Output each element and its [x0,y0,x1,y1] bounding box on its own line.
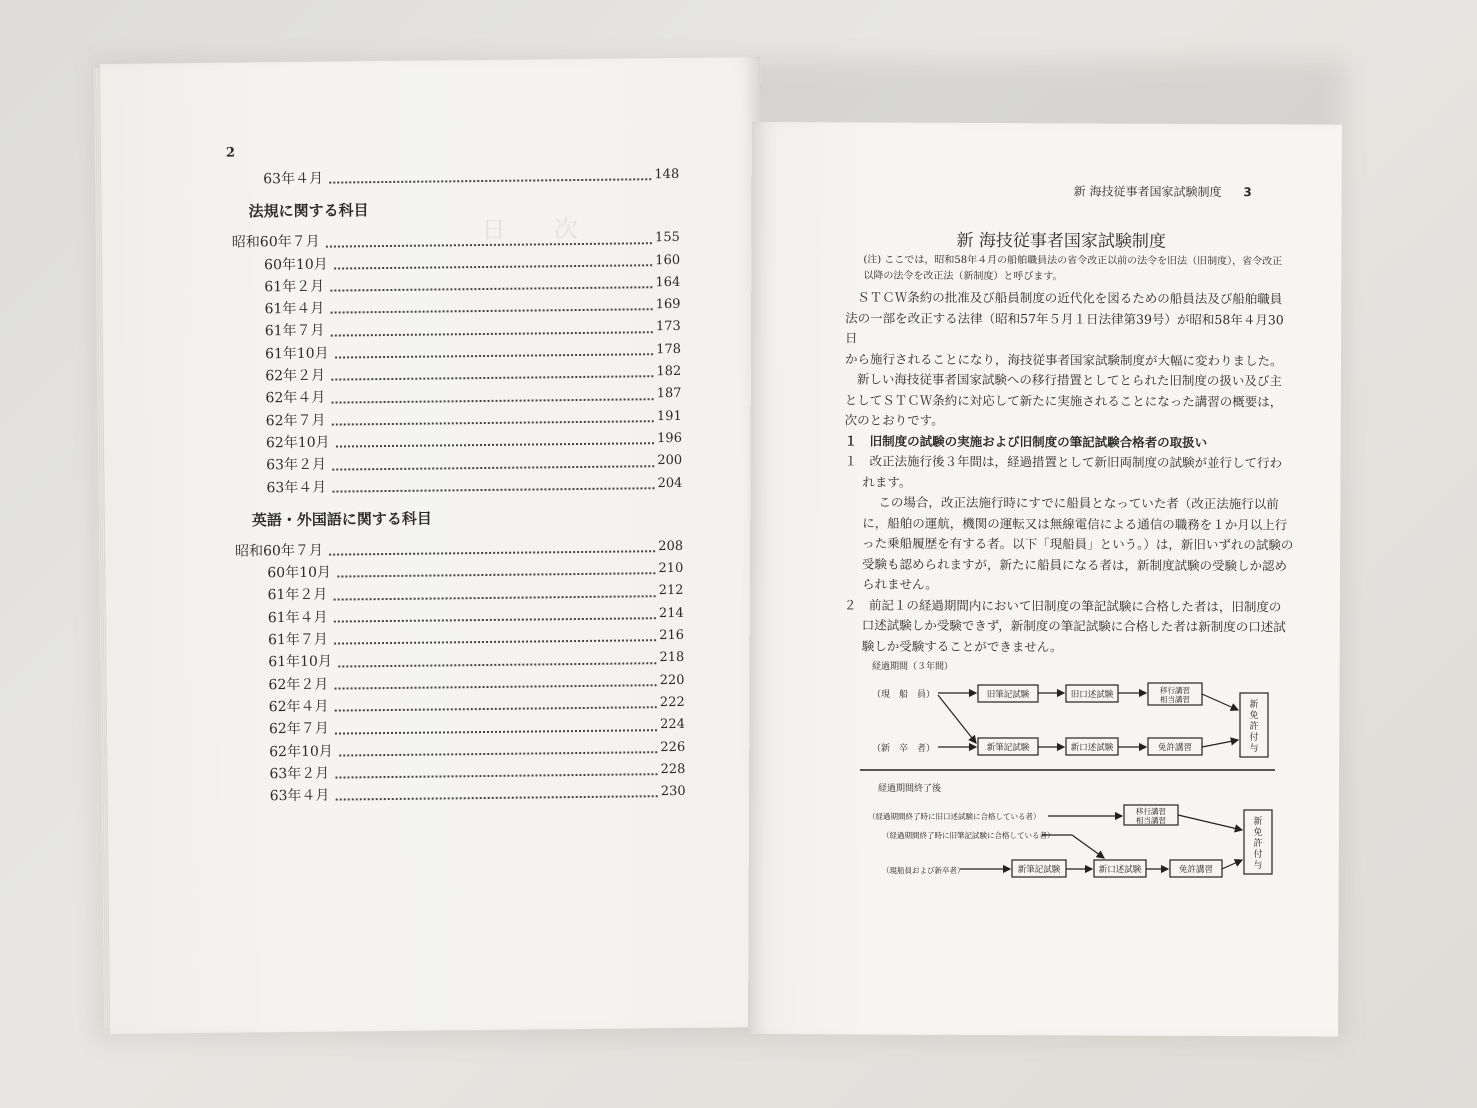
new-license-char: 許 [1249,722,1259,732]
flow-arrow [1202,694,1238,710]
toc-entry-page: 218 [659,650,685,666]
text-line: った乗船履歴を有する者。以下「現船員」という。）は，新旧いずれの試験の [862,535,1294,553]
leader-dots [338,662,657,667]
b-row2-label: （経過期間終了時に旧筆記試験に合格している者） [882,831,1055,840]
text-line: れます。 [862,473,912,490]
text-line: 受験も認められますが，新たに船員になる者は，新制度試験の受験しか認め [862,555,1288,573]
toc-entry [236,781,686,808]
text-line: 新しい海技従事者国家試験への移行措置としてとられた旧制度の扱い及び主 [856,371,1282,389]
leader-dots [331,331,653,336]
toc-entry-label: 62年７月 [265,412,326,429]
toc-section-heading: 法規に関する科目 [248,201,369,221]
leader-dots [336,442,655,447]
flow-arrow [1202,740,1238,747]
leader-dots [339,751,658,756]
toc-entry-label: 63年４月 [269,787,330,805]
leader-dots [334,264,653,269]
leader-dots [334,684,656,689]
b-new-license-char: 許 [1253,839,1263,849]
text-line: 次のとおりです。 [844,412,944,428]
toc-entry-label: 61年２月 [267,587,328,604]
toc-entry-label: 60年10月 [264,256,328,273]
paragraph [845,369,1295,432]
b-new-license-char: 付 [1253,850,1263,860]
toc-entry-label: 60年10月 [267,564,332,582]
leader-dots [331,376,653,381]
toc-entry-page: 182 [656,364,682,380]
toc-entry-page: 191 [656,408,682,424]
b-transition-course-label: 移行講習 [1136,807,1166,816]
text-line: １ 改正法施行後３年間は，経過措置として新旧両制度の試験が並行して行わ [844,453,1283,471]
toc-entry-label: 61年７月 [267,631,328,649]
toc-entry-label: 昭和60年７月 [235,542,324,560]
toc-entry-page: 214 [658,605,684,621]
toc-entry-label: 61年４月 [267,609,328,627]
leader-dots [335,353,654,358]
b-new-oral-label: 新口述試験 [1098,865,1142,875]
running-head-title: 新 海技従事者国家試験制度 [1073,184,1222,200]
right-page-number: 3 [1243,185,1252,200]
text-line: 口述試験しか受験できず，新制度の筆記試験に合格した者は新制度の口述試 [861,617,1286,635]
text-line: としてＳＴＣＷ条約に対応して新たに実施されることになった講習の概要は， [844,391,1283,409]
leader-dots [333,595,655,600]
text-line: この場合，改正法施行時にすでに船員となっていた者（改正法施行以前 [878,494,1279,512]
leader-dots [326,242,652,247]
toc-entry-page: 173 [655,319,681,335]
new-oral-label: 新口述試験 [1070,743,1114,753]
toc-entry-page: 216 [659,627,685,644]
section-b-label: 経過期間終了後 [878,784,942,794]
toc-entry-page: 148 [654,166,680,183]
running-head [1074,182,1252,200]
leader-dots [334,640,656,645]
section-a-label: 経過期間（３年間） [872,662,954,672]
leader-dots [334,617,656,622]
list-item [844,595,1294,658]
leader-dots [335,706,657,711]
leader-dots [329,550,655,555]
new-license-char: 付 [1249,733,1259,743]
new-license-char: 与 [1249,744,1259,754]
leader-dots [331,398,653,403]
toc-sections [229,195,685,808]
b-row3-label: （現船員および新卒者） [882,866,965,875]
toc-entry-page: 169 [655,297,681,313]
toc-entry-page: 160 [655,252,681,268]
toc-entry-label: 62年４月 [268,698,329,716]
toc-entry-page: 178 [656,341,682,357]
toc-entry-page: 200 [657,453,683,469]
toc-entry-page: 187 [656,386,682,402]
note-line: 以降の法令を改正法（新制度）と呼びます。 [863,270,1063,283]
leader-dots [332,420,654,425]
leader-dots [330,309,652,314]
old-written-label: 旧筆記試験 [986,690,1030,700]
toc-entry [232,472,682,499]
left-page-number: 2 [225,145,236,161]
text-line: に，船舶の運航，機関の運転又は無線電信による通信の職務を１か月以上行 [862,514,1288,532]
flow-arrow [938,695,976,743]
toc-entry-label: 63年２月 [269,765,330,783]
page-title: 新 海技従事者国家試験制度 [956,230,1166,252]
toc-entry-label: 61年７月 [264,323,325,340]
new-license-char: 新 [1249,700,1259,710]
b-new-license-char: 免 [1253,828,1263,838]
toc-entry-label: 62年10月 [265,434,330,452]
old-oral-label: 旧口述試験 [1070,690,1114,700]
toc-entry-label: 62年４月 [265,390,326,407]
toc-entry-label: 62年10月 [269,743,333,760]
b-new-license-char: 新 [1253,817,1263,827]
toc-entry-label: 61年２月 [264,278,325,296]
leader-dots [332,465,654,470]
toc-entry-label: 61年10月 [268,653,332,671]
b-license-course-label: 免許講習 [1178,865,1214,875]
text-line: 法の一部を改正する法律（昭和57年５月１日法律第39号）が昭和58年４月30日 [845,309,1284,346]
note [863,252,1295,286]
transition-course-label: 移行講習 [1160,686,1190,695]
text-line: ２ 前記１の経過期間内において旧制度の筆記試験に合格した者は，旧制度の [843,596,1282,614]
text-line: 験しか受験することができません。 [861,637,1063,654]
new-graduates-label: （新 卒 者） [872,744,936,754]
list-item-continuation [844,492,1294,596]
toc-entry-page: 204 [657,475,683,491]
toc-entry-page: 212 [658,583,684,599]
exam-flow-diagram [860,655,1290,915]
flow-arrow [1222,860,1242,869]
toc-entry-page: 228 [660,761,686,777]
flow-arrow [1178,815,1242,830]
toc-entry-label: 61年４月 [264,300,325,318]
toc-entry-page: 222 [659,694,685,711]
toc-entry-page: 208 [658,538,684,555]
toc-entry-label: 昭和60年７月 [231,234,320,251]
b-new-written-label: 新筆記試験 [1017,865,1061,875]
leader-dots [330,286,652,291]
toc-entry-page: 210 [658,561,684,577]
toc-entry-page: 164 [655,274,681,291]
left-page [100,57,770,1034]
b-transition-course-label: 相当講習 [1136,816,1166,825]
toc-entry-label: 62年７月 [268,720,329,738]
toc-entry-label: 61年10月 [264,345,329,363]
toc-entry-label: 63年４月 [266,479,327,496]
toc-entry-page: 220 [659,672,685,688]
text-line: られません。 [861,576,938,592]
leader-dots [335,773,657,778]
list-item [844,451,1294,494]
new-license-char: 免 [1249,711,1259,721]
toc-entry-page: 196 [657,430,683,447]
show-through-text: 日 次 [481,215,578,245]
paragraph [845,287,1295,371]
text-line: ＳＴＣＷ条約の批准及び船員制度の近代化を図るための船員法及び船舶職員 [857,289,1283,307]
b-row1-label: （経過期間終了時に旧口述試験に合格している者） [868,812,1041,821]
transition-course-label: 相当講習 [1160,695,1190,704]
toc-entry-label: 63年４月 [263,170,324,188]
current-crew-label: （現 船 員） [872,690,936,700]
license-course-label: 免許講習 [1157,743,1193,753]
note-line: (注) ここでは，昭和58年４月の船舶職員法の省令改正以前の法令を旧法（旧制度），省令改正 [863,254,1283,268]
leader-dots [336,796,658,801]
leader-dots [329,179,651,184]
toc-entry-page: 230 [660,784,686,800]
table-of-contents [229,164,686,808]
toc-entry-page: 224 [660,717,686,733]
toc-entry-page: 226 [660,739,686,755]
text-line: から施行されることになり，海技従事者国家試験制度が大幅に変わりました。 [844,350,1283,368]
b-new-license-char: 与 [1253,861,1263,871]
toc-entry-label: 62年２月 [265,367,326,385]
toc-entry [229,164,679,191]
toc-entry-page: 155 [654,230,680,246]
flow-arrow [1072,835,1104,858]
section-heading: １ 旧制度の試験の実施および旧制度の筆記試験合格者の取扱い [844,432,1208,450]
body-text [844,252,1296,658]
leader-dots [332,487,654,492]
toc-entry-label: 62年２月 [268,676,329,693]
toc-section-heading: 英語・外国語に関する科目 [251,509,432,530]
leader-dots [337,573,656,578]
new-written-label: 新筆記試験 [986,743,1030,753]
toc-entry-label: 63年２月 [266,456,327,474]
leader-dots [335,729,657,734]
